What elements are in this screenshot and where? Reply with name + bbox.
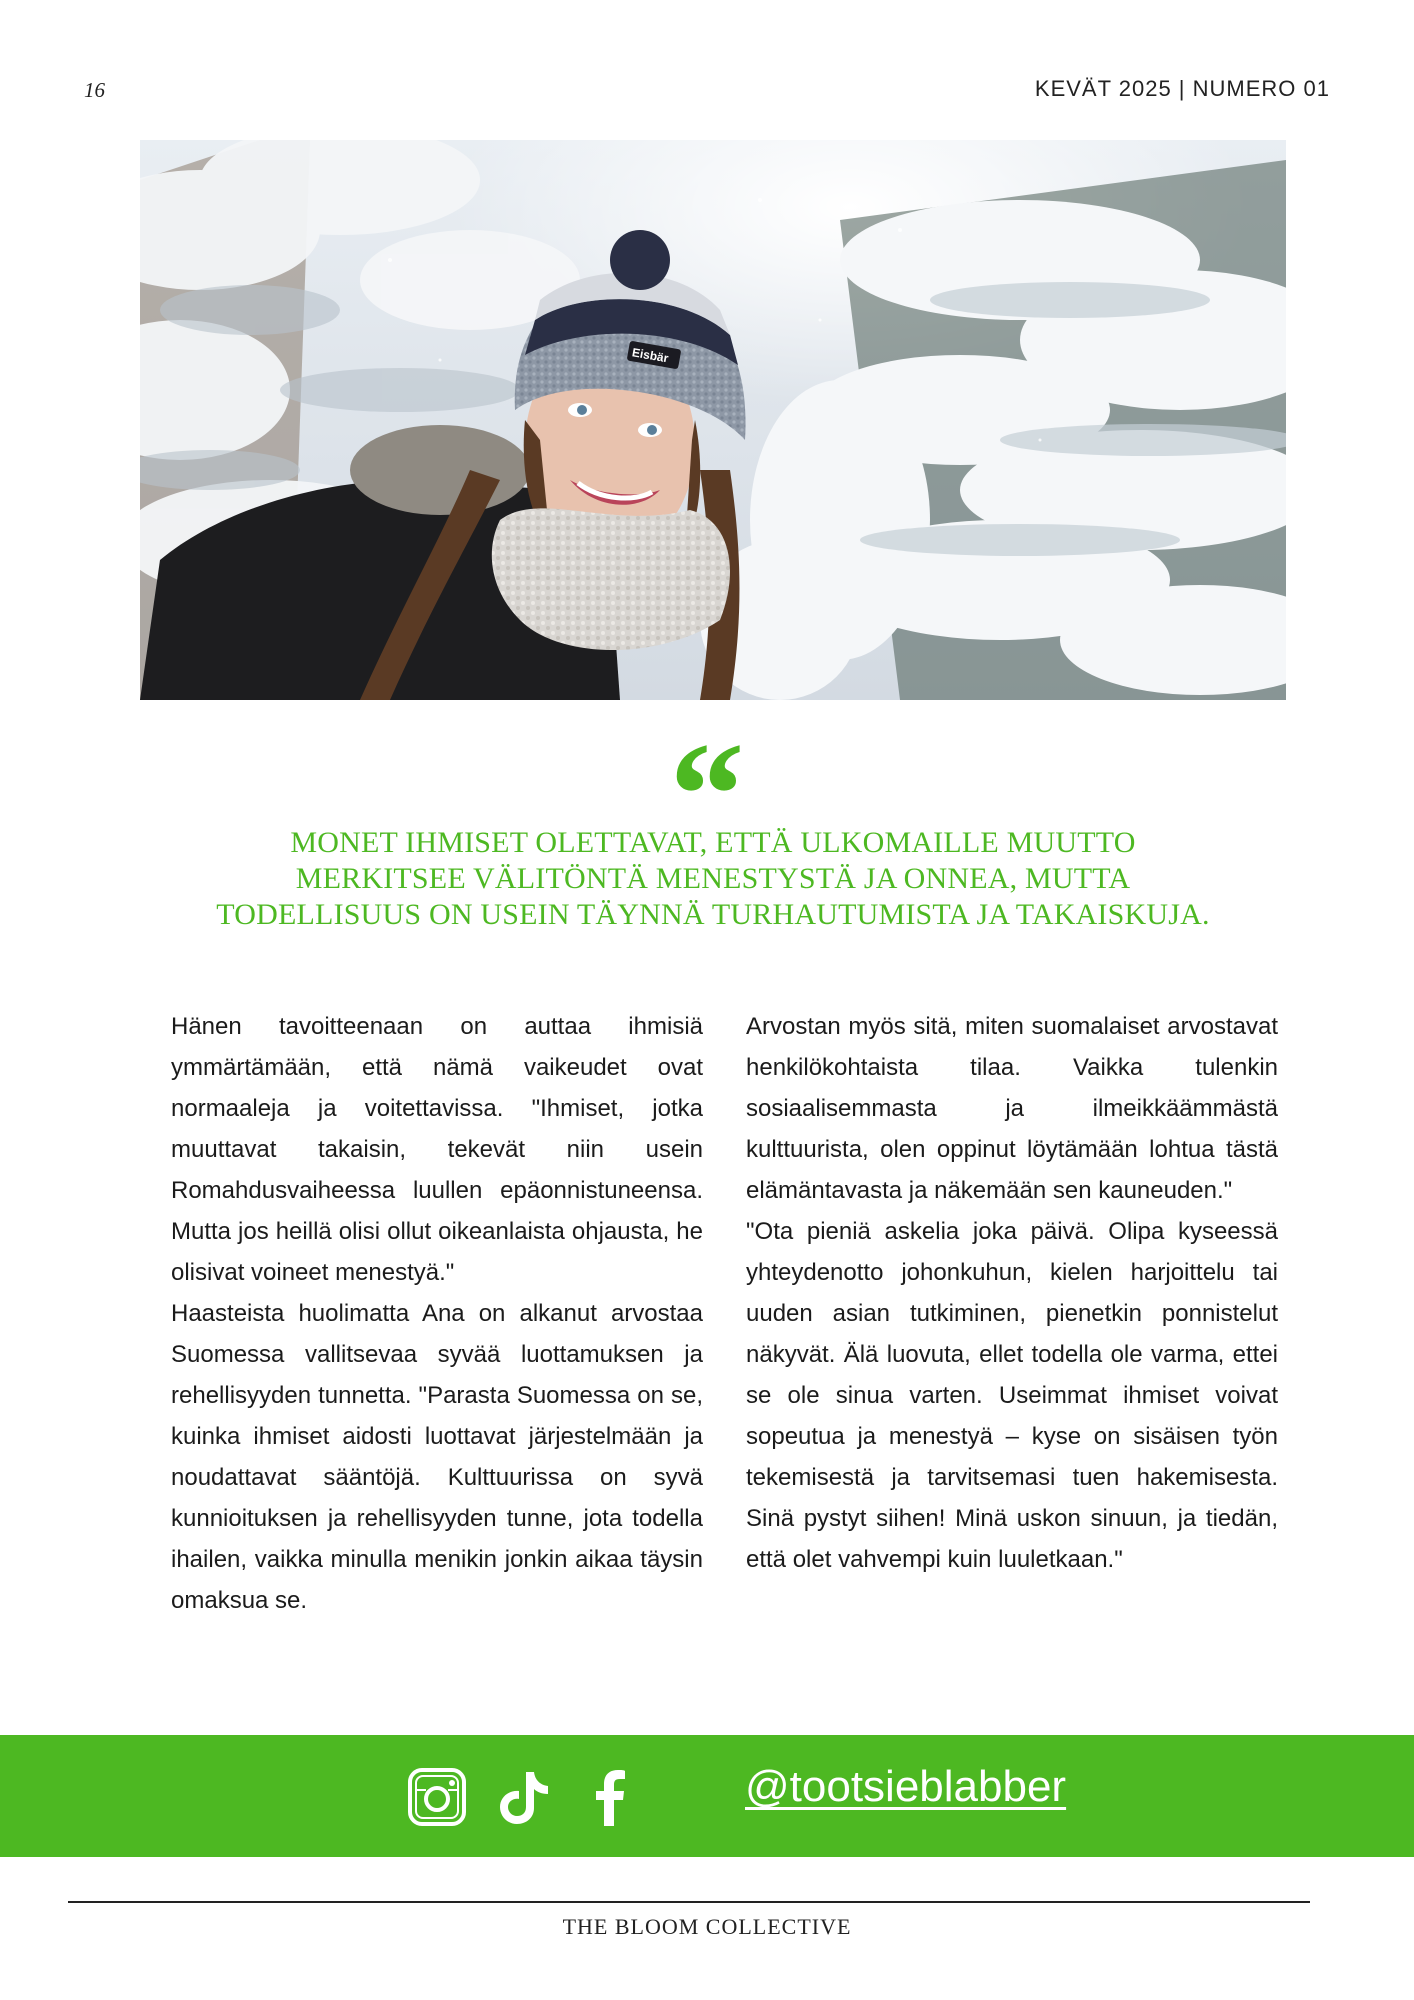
pull-quote-line: TODELLISUUS ON USEIN TÄYNNÄ TURHAUTUMISTA JA TAKAISKUJA. — [216, 898, 1210, 931]
issue-label: KEVÄT 2025 | NUMERO 01 — [1034, 76, 1330, 101]
article-paragraph: Hänen tavoitteenaan on auttaa ihmisiä ymmärtämään, että nämä vaikeudet ovat normaaleja ja voitettavissa. "Ihmiset, jotka muuttavat takaisin, tekevät niin usein Romahdusvaiheessa luullen epäonnistuneensa. Mutta jos heillä olisi ollut oikeanlaista ohjausta, he olisivat voineet menestyä." — [171, 1013, 703, 1286]
instagram-icon[interactable] — [406, 1766, 468, 1828]
footer-title: THE BLOOM COLLECTIVE — [562, 1914, 852, 1939]
facebook-icon[interactable] — [578, 1766, 640, 1828]
hero-photo — [140, 140, 1286, 700]
article-paragraph: "Ota pieniä askelia joka päivä. Olipa kyseessä yhteydenotto johonkuhun, kielen harjoittelu tai uuden asian tutkiminen, pienetkin ponnistelut näkyvät. Älä luovuta, ellet todella ole varma, ettei se ole sinua varten. Useimmat ihmiset voivat sopeutua ja menestyä – kyse on sisäisen työn tekemisestä ja tarvitsemasi tuen hakemisesta. Sinä pystyt siihen! Minä uskon sinuun, ja tiedän, että olet vahvempi kuin luuletkaan." — [746, 1218, 1278, 1573]
article-paragraph: Arvostan myös sitä, miten suomalaiset arvostavat henkilökohtaista tilaa. Vaikka tulenkin sosiaalisemmasta ja ilmeikkäämmästä kulttuurista, olen oppinut löytämään lohtua tästä elämäntavasta ja näkemään sen kauneuden." — [746, 1013, 1278, 1204]
social-bar — [0, 1735, 1414, 1857]
tiktok-icon[interactable] — [492, 1766, 554, 1828]
footer-divider — [68, 1901, 1310, 1903]
page-number: 16 — [84, 78, 105, 102]
quote-mark-icon: “ — [669, 712, 745, 878]
pull-quote-line: MONET IHMISET OLETTAVAT, ETTÄ ULKOMAILLE MUUTTO — [290, 826, 1136, 859]
article-paragraph: Haasteista huolimatta Ana on alkanut arvostaa Suomessa vallitsevaa syvää luottamuksen ja rehellisyyden tunnetta. "Parasta Suomessa on se, kuinka ihmiset aidosti luottavat järjestelmään ja noudattavat sääntöjä. Kulttuurissa on syvä kunnioituksen ja rehellisyyden tunne, jota todella ihailen, vaikka minulla menikin jonkin aikaa täysin omaksua se. — [171, 1300, 703, 1614]
social-icons — [406, 1767, 640, 1827]
snowy-forest-portrait — [140, 140, 1286, 700]
article-column-left — [171, 1006, 703, 1621]
pull-quote — [140, 825, 1286, 933]
social-handle-link[interactable]: @tootsieblabber — [745, 1762, 1067, 1811]
pull-quote-line: MERKITSEE VÄLITÖNTÄ MENESTYSTÄ JA ONNEA, MUTTA — [295, 862, 1131, 895]
article-column-right — [746, 1006, 1278, 1580]
hat-badge-text: Eisbär — [630, 345, 670, 366]
